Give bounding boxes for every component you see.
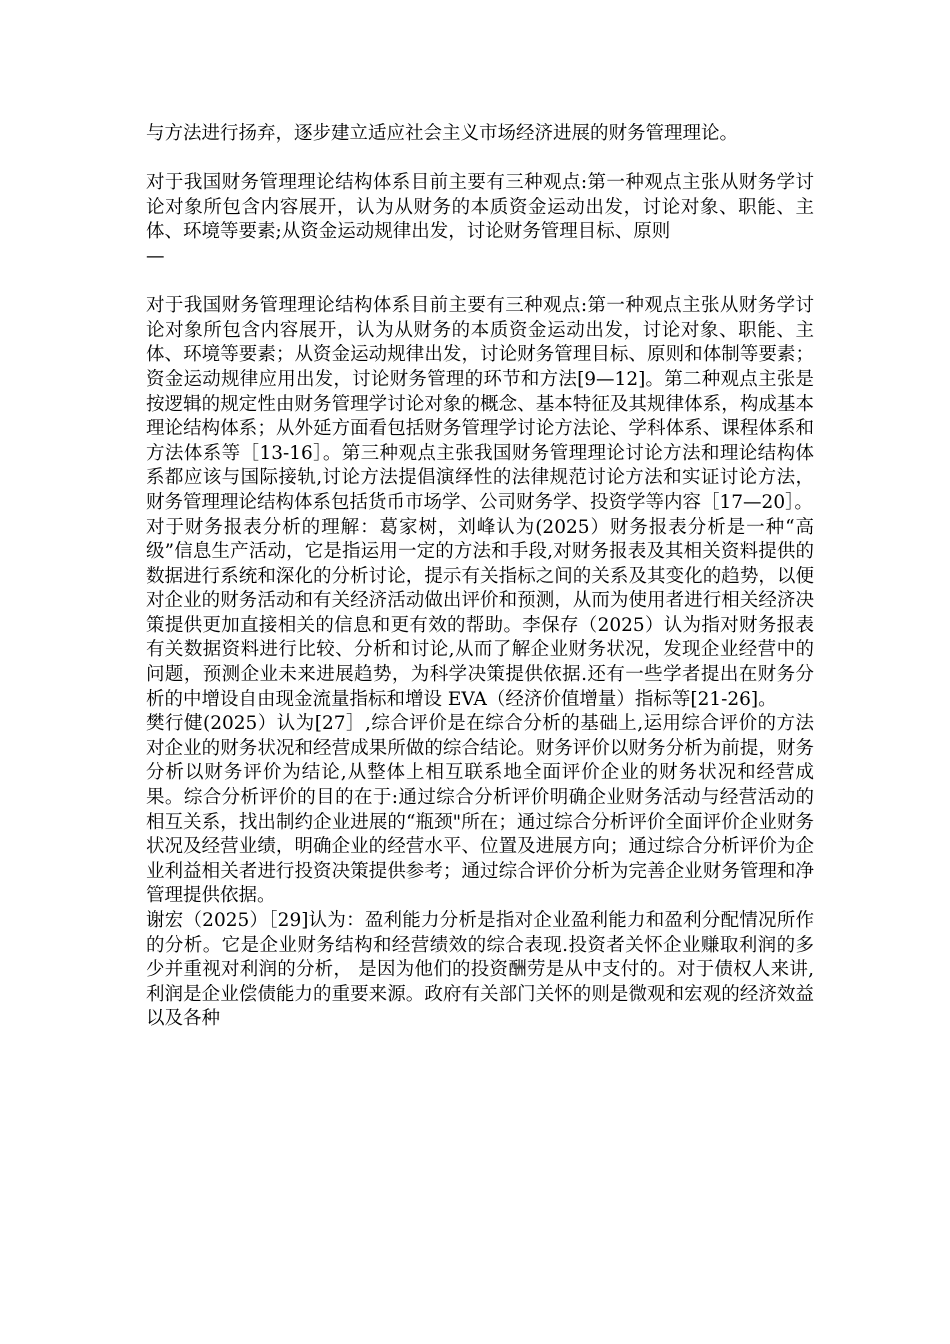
paragraph-5: 樊行健(2025）认为[27］,综合评价是在综合分析的基础上,运用综合评价的方法对企业的财务状况和经营成果所做的综合结论。财务评价以财务分析为前提，财务分析以财务评价为结论,从整体上相互联系地全面评价企业的财务状况和经营成果。综合分析评价的目的在于:通过综合分析评价明确企业财务活动与经营活动的相互关系，找出制约企业进展的“瓶颈"所在；通过综合分析评价全面评价企业财务状况及经营业绩，明确企业的经营水平、位置及进展方向；通过综合分析评价为企业利益相关者进行投资决策提供参考；通过综合评价分析为完善企业财务管理和净管理提供依据。 xyxy=(146,713,814,907)
dash-separator: — xyxy=(146,245,165,267)
paragraph-1: 与方法进行扬弃，逐步建立适应社会主义市场经济进展的财务管理理论。 xyxy=(146,123,739,144)
document-page xyxy=(146,122,814,1032)
paragraph-spacer xyxy=(146,270,814,295)
paragraph-4: 对于财务报表分析的理解：葛家树，刘峰认为(2025）财务报表分析是一种“高级”信息生产活动，它是指运用一定的方法和手段,对财务报表及其相关资料提供的数据进行系统和深化的分析讨论，提示有关指标之间的关系及其变化的趋势，以便对企业的财务活动和有关经济活动做出评价和预测，从而为使用者进行相关经济决策提供更加直接相关的信息和更有效的帮助。李保存（2025）认为指对财务报表有关数据资料进行比较、分析和讨论,从而了解企业财务状况，发现企业经营中的问题，预测企业未来进展趋势，为科学决策提供依据.还有一些学者提出在财务分析的中增设自由现金流量指标和增设 EVA（经济价值增量）指标等[21-26]。 xyxy=(146,516,814,710)
paragraph-6: 谢宏（2025）［29]认为：盈利能力分析是指对企业盈利能力和盈利分配情况所作的分析。它是企业财务结构和经营绩效的综合表现.投资者关怀企业赚取利润的多少并重视对利润的分析， 是因为他们的投资酬劳是从中支付的。对于债权人来讲,利润是企业偿债能力的重要来源。政府有关部门关怀的则是微观和宏观的经济效益以及各种 xyxy=(146,910,814,1030)
paragraph-3: 对于我国财务管理理论结构体系目前主要有三种观点:第一种观点主张从财务学讨论对象所包含内容展开，认为从财务的本质资金运动出发，讨论对象、职能、主体、环境等要素；从资金运动规律出发，讨论财务管理目标、原则和体制等要素；资金运动规律应用出发，讨论财务管理的环节和方法[9—12]。第二种观点主张是按逻辑的规定性由财务管理学讨论对象的概念、基本特征及其规律体系，构成基本理论结构体系；从外延方面看包括财务管理学讨论方法论、学科体系、课程体系和方法体系等［13-16］。第三种观点主张我国财务管理理论讨论方法和理论结构体系都应该与国际接轨,讨论方法提倡演绎性的法律规范讨论方法和实证讨论方法，财务管理理论结构体系包括货币市场学、公司财务学、投资学等内容［17—20］。 xyxy=(146,295,814,513)
paragraph-spacer xyxy=(146,147,814,172)
paragraph-2: 对于我国财务管理理论结构体系目前主要有三种观点:第一种观点主张从财务学讨论对象所包含内容展开，认为从财务的本质资金运动出发，讨论对象、职能、主体、环境等要素;从资金运动规律出发，讨论财务管理目标、原则 xyxy=(146,172,814,243)
